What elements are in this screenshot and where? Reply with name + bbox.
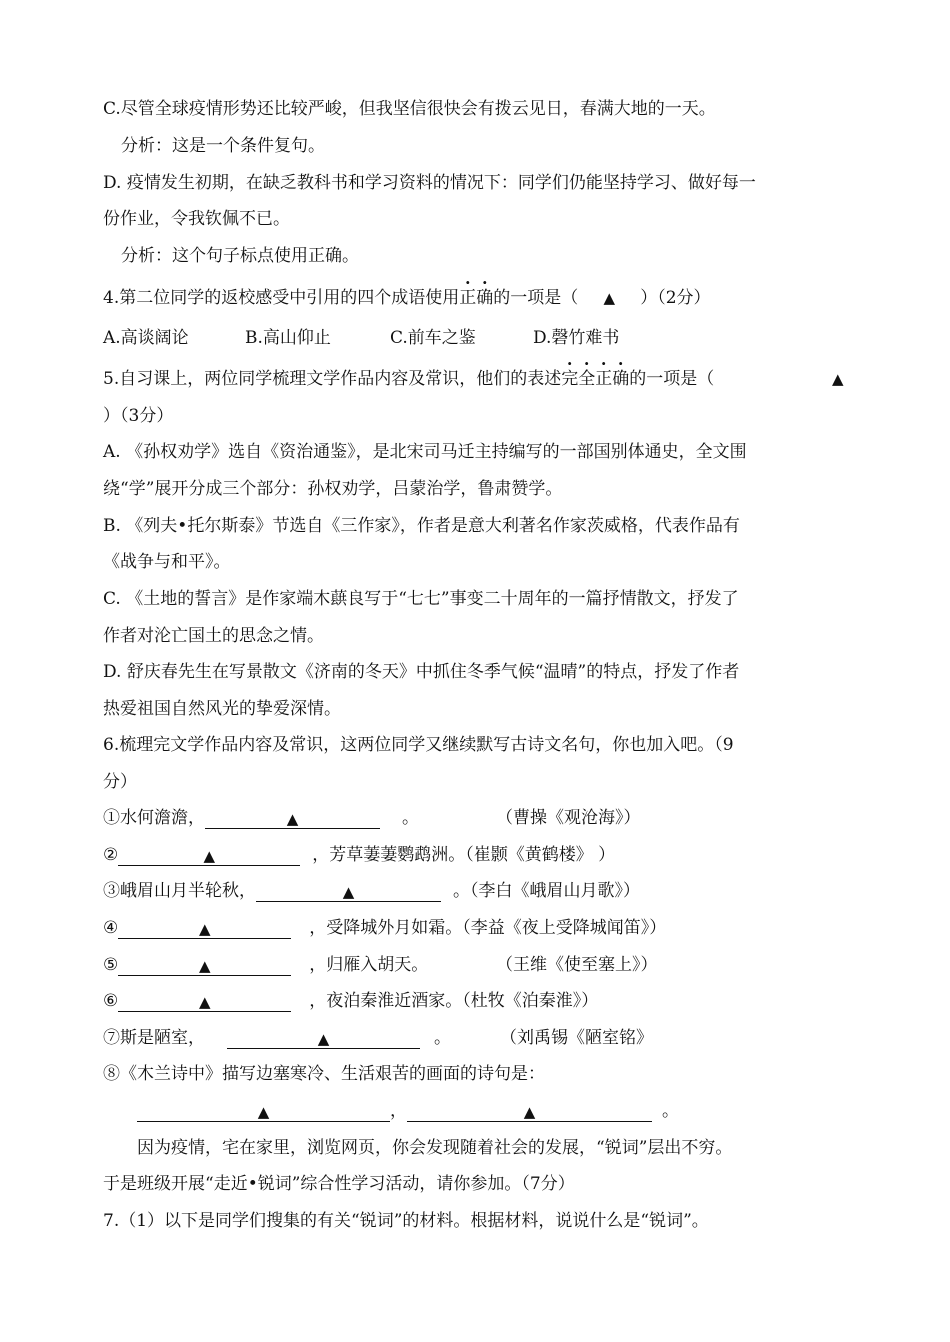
q4-stem bbox=[103, 287, 711, 309]
comma-separator: ， bbox=[390, 1101, 407, 1121]
item-pre-text: 峨眉山月半轮秋， bbox=[120, 881, 256, 901]
answer-blank[interactable] bbox=[407, 1101, 652, 1122]
emphasis-char: 确 bbox=[476, 288, 494, 308]
item-number: ① bbox=[103, 808, 120, 828]
answer-triangle-mark: ▲ bbox=[198, 957, 211, 975]
item-post-text: ，芳草萋萋鹦鹉洲。 bbox=[312, 845, 466, 865]
answer-blank[interactable] bbox=[118, 955, 291, 976]
q5-option-c-line2: 作者对沦亡国土的思念之情。 bbox=[103, 626, 324, 646]
answer-triangle-mark: ▲ bbox=[198, 920, 211, 938]
item-number: ⑥ bbox=[103, 991, 119, 1011]
q5-stem-post: 的一项是（ bbox=[629, 369, 715, 389]
period: 。 bbox=[662, 1101, 679, 1121]
answer-blank[interactable] bbox=[227, 1028, 420, 1049]
item-number: ⑤ bbox=[103, 955, 119, 975]
q5-option-d-line2: 热爱祖国自然风光的挚爱深情。 bbox=[103, 699, 341, 719]
item-source: （李益《夜上受降城闻笛》） bbox=[462, 918, 667, 938]
q6-item-6 bbox=[103, 990, 598, 1012]
q5-stem-end: ）（3分） bbox=[103, 406, 174, 426]
emphasis-char: 确 bbox=[612, 369, 630, 389]
answer-triangle-mark: ▲ bbox=[523, 1103, 536, 1121]
q3-option-d-analysis: 分析：这个句子标点使用正确。 bbox=[121, 246, 359, 266]
q6-item-7 bbox=[103, 1027, 451, 1049]
answer-blank[interactable] bbox=[256, 881, 441, 902]
q6-item-2 bbox=[103, 844, 615, 866]
q5-stem-pre: 5.自习课上，两位同学梳理文学作品内容及常识，他们的表述 bbox=[103, 369, 562, 389]
answer-blank[interactable] bbox=[137, 1101, 390, 1122]
q4-option-a: A.高谈阔论 bbox=[103, 328, 189, 348]
q5-option-a-line1: A. 《孙权劝学》选自《资治通鉴》，是北宋司马迁主持编写的一部国别体通史，全文围 bbox=[103, 442, 747, 462]
item-source: （李白《峨眉山月歌》） bbox=[470, 881, 640, 901]
q3-option-d-line2: 份作业，令我钦佩不已。 bbox=[103, 209, 290, 229]
emphasis-char: 完 bbox=[561, 369, 579, 389]
answer-triangle-mark: ▲ bbox=[198, 993, 211, 1011]
q4-stem-post: 的一项是（ bbox=[493, 288, 579, 308]
item-post-text: ，受降城外月如霜。 bbox=[309, 918, 463, 938]
emphasis-char: 全 bbox=[578, 369, 596, 389]
q5-option-a-line2: 绕“学”展开分成三个部分：孙权劝学，吕蒙治学，鲁肃赞学。 bbox=[103, 479, 563, 499]
item-post-text: 。 bbox=[453, 881, 470, 901]
q6-item-8: ⑧《木兰诗中》描写边塞寒冷、生活艰苦的画面的诗句是： bbox=[103, 1064, 545, 1084]
q6-item-5-source: （王维《使至塞上》） bbox=[496, 955, 658, 975]
q7-stem-line1: 7.（1）以下是同学们搜集的有关“锐词”的材料。根据材料，说说什么是“锐词”。 bbox=[103, 1211, 709, 1231]
answer-triangle-mark: ▲ bbox=[317, 1030, 330, 1048]
item-post-text: ，夜泊秦淮近酒家。 bbox=[309, 991, 463, 1011]
item-post-text: 。 bbox=[402, 808, 419, 828]
answer-blank[interactable] bbox=[118, 991, 291, 1012]
answer-triangle-mark: ▲ bbox=[342, 883, 355, 901]
item-number: ⑦ bbox=[103, 1028, 120, 1048]
q6-item-1 bbox=[103, 807, 419, 829]
q3-option-d-line1: D. 疫情发生初期，在缺乏教科书和学习资料的情况下：同学们仍能坚持学习、做好每一 bbox=[103, 173, 756, 193]
q3-option-c-analysis: 分析：这是一个条件复句。 bbox=[121, 136, 325, 156]
answer-blank[interactable] bbox=[118, 918, 291, 939]
q4-option-b: B.高山仰止 bbox=[245, 328, 331, 348]
item-number: ④ bbox=[103, 918, 119, 938]
q6-item-5 bbox=[103, 954, 428, 976]
answer-blank[interactable] bbox=[205, 808, 380, 829]
q5-stem bbox=[103, 368, 714, 390]
q4-option-d: D.磬竹难书 bbox=[533, 328, 620, 348]
answer-triangle-mark: ▲ bbox=[257, 1103, 270, 1121]
q4-stem-end: ）（2分） bbox=[640, 288, 711, 308]
answer-triangle-mark: ▲ bbox=[203, 847, 216, 865]
q5-option-d-line1: D. 舒庆春先生在写景散文《济南的冬天》中抓住冬季气候“温晴”的特点，抒发了作者 bbox=[103, 662, 740, 682]
q5-option-b-line2: 《战争与和平》。 bbox=[103, 552, 231, 572]
q6-item-4 bbox=[103, 917, 666, 939]
q6-item-1-source: （曹操《观沧海》） bbox=[496, 808, 641, 828]
item-number: ② bbox=[103, 845, 119, 865]
item-post-text: 。 bbox=[434, 1028, 451, 1048]
q6-stem-line1: 6.梳理完文学作品内容及常识，这两位同学又继续默写古诗文名句，你也加入吧。（9 bbox=[103, 735, 734, 755]
intro-line2: 于是班级开展“走近•锐词”综合性学习活动，请你参加。（7分） bbox=[103, 1174, 575, 1194]
emphasis-char: 正 bbox=[459, 288, 477, 308]
q3-option-c: C.尽管全球疫情形势还比较严峻，但我坚信很快会有拨云见日，春满大地的一天。 bbox=[103, 99, 716, 119]
item-post-text: ，归雁入胡天。 bbox=[309, 955, 429, 975]
item-source: （杜牧《泊秦淮》） bbox=[462, 991, 599, 1011]
answer-triangle-mark: ▲ bbox=[603, 289, 615, 307]
emphasis-char: 正 bbox=[595, 369, 613, 389]
answer-blank[interactable] bbox=[118, 845, 300, 866]
answer-triangle-mark: ▲ bbox=[286, 810, 299, 828]
answer-triangle-mark: ▲ bbox=[832, 370, 844, 388]
q6-stem-line2: 分） bbox=[103, 772, 137, 792]
q5-option-c-line1: C. 《土地的誓言》是作家端木蕻良写于“七七”事变二十周年的一篇抒情散文，抒发了 bbox=[103, 589, 739, 609]
item-number: ③ bbox=[103, 881, 120, 901]
q4-option-c: C.前车之鉴 bbox=[390, 328, 476, 348]
item-source: （崔颢《黄鹤楼》 ） bbox=[465, 845, 616, 865]
q5-option-b-line1: B. 《列夫•托尔斯泰》节选自《三作家》，作者是意大利著名作家茨威格，代表作品有 bbox=[103, 516, 740, 536]
item-pre-text: 斯是陋室， bbox=[120, 1028, 205, 1048]
q6-item-3 bbox=[103, 880, 640, 902]
intro-line1: 因为疫情，宅在家里，浏览网页，你会发现随着社会的发展，“锐词”层出不穷。 bbox=[137, 1138, 733, 1158]
item-pre-text: 水何澹澹， bbox=[120, 808, 205, 828]
q4-stem-pre: 4.第二位同学的返校感受中引用的四个成语使用 bbox=[103, 288, 460, 308]
q6-item-8-answer-line bbox=[137, 1100, 679, 1122]
q6-item-7-source: （刘禹锡《陋室铭》 bbox=[500, 1028, 653, 1048]
